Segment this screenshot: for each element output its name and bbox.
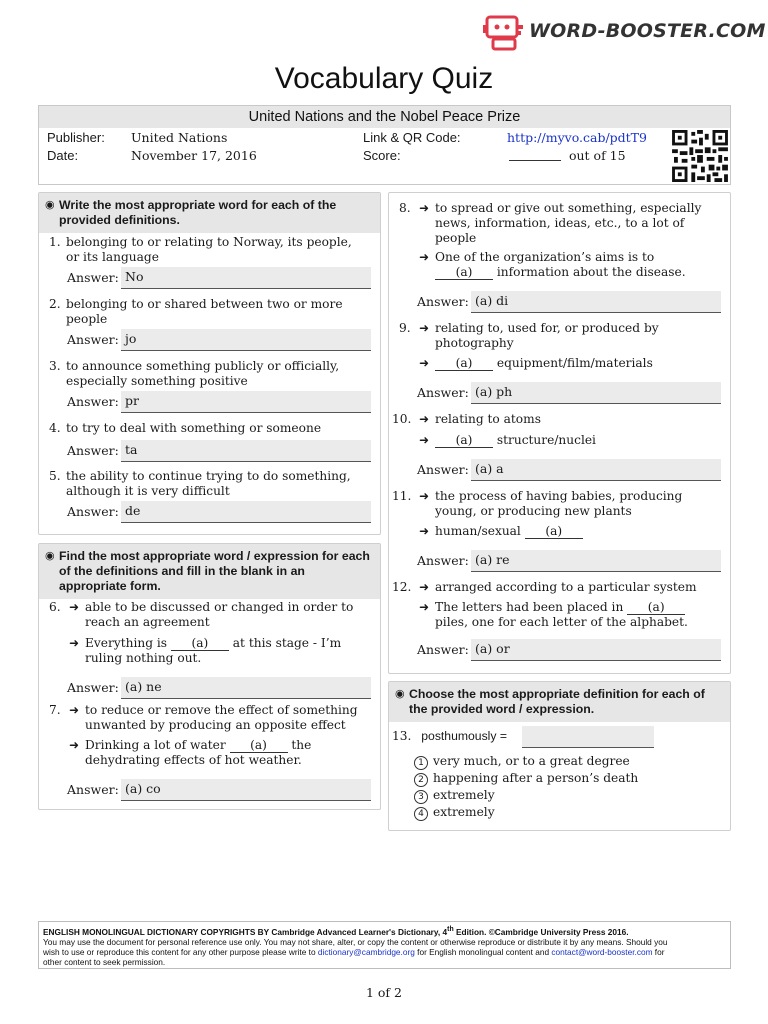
qr-code-icon[interactable] <box>672 130 728 182</box>
option-text: very much, or to a great degree <box>433 754 630 768</box>
question-9 <box>399 321 729 351</box>
example-text: equipment/film/materials <box>496 356 653 370</box>
arrow-icon: ➜ <box>419 201 430 215</box>
answer-field-4[interactable]: ta <box>121 440 371 462</box>
question-4 <box>49 421 374 436</box>
question-number: 3. <box>49 359 61 373</box>
arrow-icon: ➜ <box>69 636 80 650</box>
question-number: 2. <box>49 297 61 311</box>
example-text: piles, one for each letter of the alphabet. <box>435 615 688 629</box>
definition-line: people <box>66 312 108 326</box>
option-marker: 4 <box>414 807 428 821</box>
definition-line: relating to atoms <box>435 412 541 426</box>
example-text: at this stage - I’m <box>232 636 342 650</box>
score-suffix: out of 15 <box>568 148 626 163</box>
option-1[interactable] <box>414 754 630 770</box>
question-number: 1. <box>49 235 61 249</box>
option-text: extremely <box>433 788 495 802</box>
answer-label: Answer: <box>67 332 119 347</box>
cambridge-email-link[interactable]: dictionary@cambridge.org <box>317 946 415 957</box>
definition-line: able to be discussed or changed in order to <box>85 600 354 614</box>
answer-label: Answer: <box>67 443 119 458</box>
section-2-heading <box>39 544 380 599</box>
arrow-icon: ➜ <box>419 321 430 335</box>
usage-line: other content to seek permission. <box>43 956 166 967</box>
date-value: November 17, 2016 <box>131 148 257 163</box>
definition-line: photography <box>435 336 514 350</box>
brand-logo <box>483 15 766 53</box>
publisher-value: United Nations <box>131 130 228 145</box>
question-10 <box>392 412 729 427</box>
answer-field-10[interactable]: (a) a <box>471 459 721 481</box>
score-blank[interactable] <box>509 150 561 161</box>
blank-a: (a) <box>435 266 493 280</box>
blank-a: (a) <box>627 601 685 615</box>
answer-field-9[interactable]: (a) ph <box>471 382 721 404</box>
answer-field-12[interactable]: (a) or <box>471 639 721 661</box>
example-8 <box>419 250 729 280</box>
blank-a: (a) <box>171 637 229 651</box>
example-text: the <box>291 738 312 752</box>
target-word: posthumously = <box>421 729 507 743</box>
quiz-link[interactable]: http://myvo.cab/pdtT9 <box>507 130 647 145</box>
question-3 <box>49 359 374 389</box>
option-marker: 1 <box>414 756 428 770</box>
example-text: Everything is <box>85 636 168 650</box>
arrow-icon: ➜ <box>419 524 430 538</box>
section-3-heading <box>389 682 730 722</box>
example-11 <box>419 524 729 539</box>
answer-field-1[interactable]: No <box>121 267 371 289</box>
answer-label: Answer: <box>67 504 119 519</box>
target-bullet-icon: ◉ <box>45 550 55 562</box>
publisher-label: Publisher: <box>47 130 105 145</box>
blank-a: (a) <box>230 739 288 753</box>
answer-label: Answer: <box>417 462 469 477</box>
example-10 <box>419 433 729 448</box>
arrow-icon: ➜ <box>419 580 430 594</box>
example-6 <box>69 636 379 666</box>
question-number: 10. <box>392 412 412 426</box>
question-5 <box>49 469 374 499</box>
section-1-panel <box>38 192 381 535</box>
answer-label: Answer: <box>67 394 119 409</box>
question-number: 5. <box>49 469 61 483</box>
section-2-continued-panel <box>388 192 731 674</box>
answer-label: Answer: <box>67 782 119 797</box>
option-text: happening after a person’s death <box>433 771 639 785</box>
answer-field-13[interactable] <box>522 726 654 748</box>
answer-label: Answer: <box>67 270 119 285</box>
usage-line: You may use the document for personal reference use only. You may not share, alter, or copy the content or otherwise reproduce or distribute it by any means. Should you <box>43 936 668 947</box>
copyright-line: ENGLISH MONOLINGUAL DICTIONARY COPYRIGHTS BY Cambridge Advanced Learner's Dictionary, 4 <box>43 926 448 937</box>
definition-line: although it is very difficult <box>66 484 230 498</box>
definition-line: the process of having babies, producing <box>435 489 683 503</box>
definition-line: or its language <box>66 250 159 264</box>
arrow-icon: ➜ <box>419 412 430 426</box>
section-2-instructions: Find the most appropriate word / expression for each of the definitions and fill in the blank in an appropriate form. <box>59 549 370 593</box>
arrow-icon: ➜ <box>69 703 80 717</box>
option-3[interactable] <box>414 788 495 804</box>
question-number: 4. <box>49 421 61 435</box>
question-11 <box>392 489 729 519</box>
question-number: 13. <box>392 729 412 743</box>
option-marker: 3 <box>414 790 428 804</box>
definition-line: to announce something publicly or officially, <box>66 359 340 373</box>
definition-line: to reduce or remove the effect of something <box>85 703 358 717</box>
question-number: 9. <box>399 321 411 335</box>
arrow-icon: ➜ <box>419 250 430 264</box>
example-text: structure/nuclei <box>496 433 596 447</box>
score-field <box>509 148 626 163</box>
answer-field-5[interactable]: de <box>121 501 371 523</box>
definition-line: the ability to continue trying to do something, <box>66 469 351 483</box>
usage-line: wish to use or reproduce this content for any other purpose please write to <box>43 946 318 957</box>
question-number: 12. <box>392 580 412 594</box>
example-text: One of the organization’s aims is to <box>435 250 655 264</box>
date-label: Date: <box>47 148 79 163</box>
answer-label: Answer: <box>417 642 469 657</box>
definition-line: reach an agreement <box>85 615 210 629</box>
option-2[interactable] <box>414 771 638 787</box>
definition-line: news, information, ideas, etc., to a lot of <box>435 216 685 230</box>
example-text: human/sexual <box>435 524 521 538</box>
link-label: Link & QR Code: <box>363 130 461 145</box>
section-2-panel <box>38 543 381 810</box>
example-text: information about the disease. <box>496 265 686 279</box>
section-1-heading <box>39 193 380 233</box>
option-4[interactable] <box>414 805 495 821</box>
example-text: dehydrating effects of hot weather. <box>85 753 302 767</box>
blank-a: (a) <box>525 525 583 539</box>
answer-field-3[interactable]: pr <box>121 391 371 413</box>
example-7 <box>69 738 379 768</box>
quiz-info-box <box>38 105 731 185</box>
arrow-icon: ➜ <box>69 738 80 752</box>
question-6 <box>49 600 379 630</box>
page-title: Vocabulary Quiz <box>274 62 494 95</box>
target-bullet-icon: ◉ <box>45 199 55 211</box>
definition-line: to spread or give out something, especially <box>435 201 702 215</box>
definition-line: relating to, used for, or produced by <box>435 321 659 335</box>
arrow-icon: ➜ <box>419 433 430 447</box>
definition-line: belonging to or relating to Norway, its people, <box>66 235 352 249</box>
arrow-icon: ➜ <box>69 600 80 614</box>
example-9 <box>419 356 729 371</box>
example-text: Drinking a lot of water <box>85 738 226 752</box>
question-7 <box>49 703 379 733</box>
target-bullet-icon: ◉ <box>395 688 405 700</box>
question-number: 11. <box>392 489 412 503</box>
question-12 <box>392 580 729 595</box>
definition-line: especially something positive <box>66 374 248 388</box>
question-number: 6. <box>49 600 61 614</box>
question-number: 8. <box>399 201 411 215</box>
wordbooster-email-link[interactable]: contact@word-booster.com <box>551 946 653 957</box>
question-2 <box>49 297 374 327</box>
score-label: Score: <box>363 148 401 163</box>
example-text: The letters had been placed in <box>435 600 624 614</box>
definition-line: arranged according to a particular system <box>435 580 697 594</box>
option-marker: 2 <box>414 773 428 787</box>
answer-field-6[interactable]: (a) ne <box>121 677 371 699</box>
copyright-line: Edition. ©Cambridge University Press 2016. <box>453 926 629 937</box>
example-text: ruling nothing out. <box>85 651 202 665</box>
blank-a: (a) <box>435 434 493 448</box>
brand-name: WORD-BOOSTER.COM <box>529 20 766 42</box>
blank-a: (a) <box>435 357 493 371</box>
option-text: extremely <box>433 805 495 819</box>
example-12 <box>419 600 729 630</box>
answer-label: Answer: <box>67 680 119 695</box>
answer-field-8[interactable]: (a) di <box>471 291 721 313</box>
usage-line: for <box>652 946 665 957</box>
answer-label: Answer: <box>417 385 469 400</box>
arrow-icon: ➜ <box>419 356 430 370</box>
answer-field-7[interactable]: (a) co <box>121 779 371 801</box>
section-3-panel <box>388 681 731 831</box>
section-1-instructions: Write the most appropriate word for each of the provided definitions. <box>59 198 337 227</box>
arrow-icon: ➜ <box>419 600 430 614</box>
definition-line: unwanted by producing an opposite effect <box>85 718 346 732</box>
arrow-icon: ➜ <box>419 489 430 503</box>
question-number: 7. <box>49 703 61 717</box>
answer-field-2[interactable]: jo <box>121 329 371 351</box>
copyright-footer <box>38 921 731 969</box>
answer-label: Answer: <box>417 553 469 568</box>
answer-label: Answer: <box>417 294 469 309</box>
usage-line: for English monolingual content and <box>414 946 552 957</box>
copyright-sup: th <box>447 926 454 933</box>
question-8 <box>399 201 729 246</box>
definition-line: young, or producing new plants <box>435 504 632 518</box>
page-number: 1 of 2 <box>365 985 402 1000</box>
quiz-topic: United Nations and the Nobel Peace Prize <box>39 106 730 128</box>
robot-face-icon <box>483 15 527 53</box>
answer-field-11[interactable]: (a) re <box>471 550 721 572</box>
definition-line: people <box>435 231 477 245</box>
question-1 <box>49 235 374 265</box>
section-3-instructions: Choose the most appropriate definition for each of the provided word / expression. <box>409 687 705 716</box>
definition-line: belonging to or shared between two or more <box>66 297 343 311</box>
definition-line: to try to deal with something or someone <box>66 421 322 435</box>
